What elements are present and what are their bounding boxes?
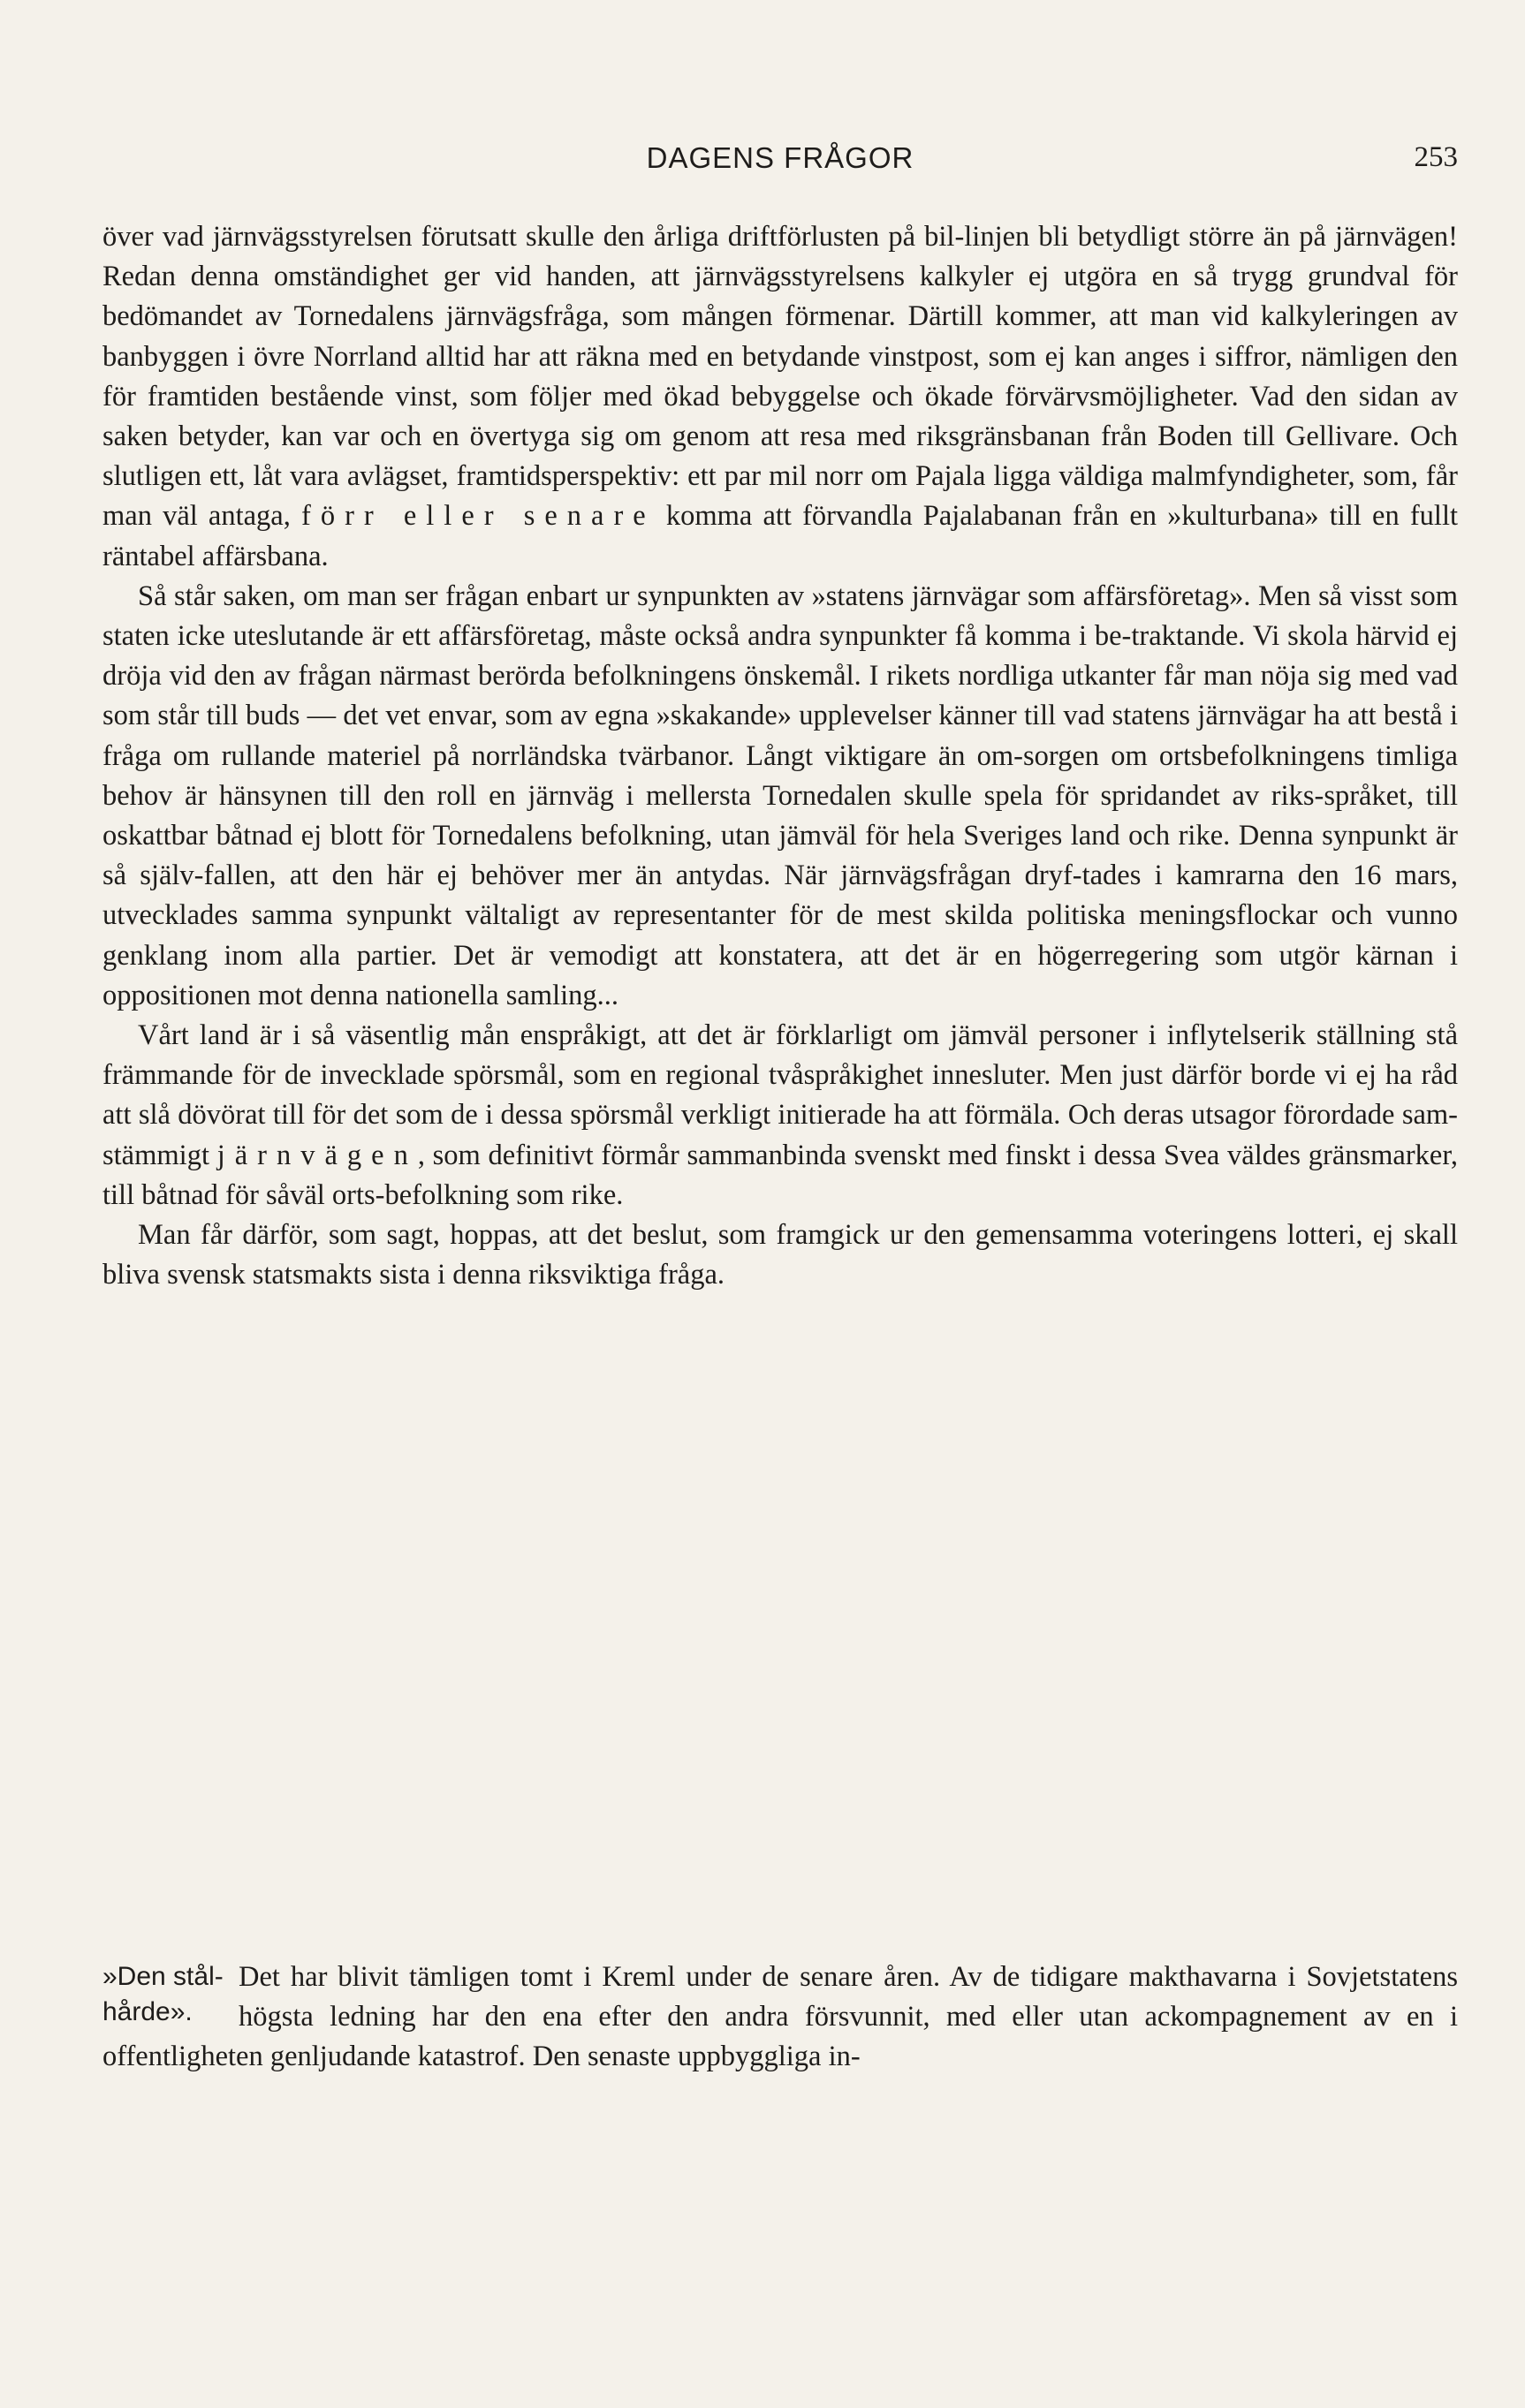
body-text: [102, 217, 1458, 1295]
paragraph: [102, 217, 1458, 577]
running-head-title: DAGENS FRÅGOR: [646, 141, 914, 174]
paragraph: [102, 577, 1458, 1016]
page-number: 253: [1414, 141, 1458, 173]
running-head: [102, 141, 1458, 186]
text-segment: Så står saken, om man ser frågan enbart ur synpunkten av »statens järnvägar som affärsföretag». Men så visst som staten icke uteslutande är ett affärsföretag, måste också andra synpunkter få komma i be-traktande. Vi skola härvid ej dröja vid den av frågan närmast berörda befolkningens önskemål. I rikets nordliga utkanter får man nöja sig med vad som står till buds — det vet envar, som av egna »skakande» upplevelser känner till vad statens järnvägar ha att bestå i fråga om rullande materiel på norrländska tvärbanor. Långt viktigare än om-sorgen om ortsbefolkningens timliga behov är hänsynen till den roll en järnväg i mellersta Tornedalen skulle spela för spridandet av riks-språket, till oskattbar båtnad ej blott för Tornedalens befolkning, utan jämväl för hela Sveriges land och rike. Denna synpunkt är så själv-fallen, att den här ej behöver mer än antydas. När järnvägsfrågan dryf-tades i kamrarna den 16 mars, utvecklades samma synpunkt vältaligt av representanter för de mest skilda politiska meningsflockar och vunno genklang inom alla partier. Det är vemodigt att konstatera, att det är en högerregering som utgör kärnan i oppositionen mot denna nationella samling...: [102, 579, 1458, 1011]
spaced-emphasis: förr eller senare: [301, 500, 656, 533]
text-segment: Vårt land är i så väsentlig mån enspråkigt, att det är förklarligt om jämväl personer i inflytelserik ställning stå främmande för de invecklade spörsmål, som en regional tvåspråkighet innesluter. Men just därför borde vi ej ha råd att slå dövörat till för det som de i dessa spörsmål verkligt initierade ha att förmäla. Och deras utsagor förordade sam-stämmigt: [102, 1019, 1458, 1171]
marginal-heading: »Den stål-hårde».: [102, 1962, 224, 2026]
paragraph: [102, 1215, 1458, 1295]
spaced-emphasis: järnvägen: [216, 1139, 418, 1171]
paragraph: [102, 1016, 1458, 1215]
section-text: Det har blivit tämligen tomt i Kreml under de senare åren. Av de tidigare makthavarna i Sovjetstatens högsta ledning har den ena efter den andra försvunnit, med eller utan ackompagnement av en i offentligheten genljudande katastrof. Den senaste uppbyggliga in-: [102, 1961, 1458, 2073]
section-den-stalharde: [102, 1957, 1458, 2078]
text-segment: över vad järnvägsstyrelsen förutsatt skulle den årliga driftförlusten på bil-linjen bli betydligt större än på järnvägen! Redan denna omständighet ger vid handen, att järnvägsstyrelsens kalkyler ej utgöra en så trygg grundval för bedömandet av Tornedalens järnvägsfråga, som mången förmenar. Därtill kommer, att man vid kalkyleringen av banbyggen i övre Norrland alltid har att räkna med en betydande vinstpost, som ej kan anges i siffror, nämligen den för framtiden bestående vinst, som följer med ökad bebyggelse och ökade förvärvsmöjligheter. Vad den sidan av saken betyder, kan var och en övertyga sig om genom att resa med riksgränsbanan från Boden till Gellivare. Och slutligen ett, låt vara avlägset, framtidsperspektiv: ett par mil norr om Pajala ligga väldiga malmfyndigheter, som, får man väl antaga,: [102, 221, 1458, 533]
text-segment: Man får därför, som sagt, hoppas, att det beslut, som framgick ur den gemensamma voteringens lotteri, ej skall bliva svensk statsmakts sista i denna riksviktiga fråga.: [102, 1219, 1458, 1291]
text-segment: , som definitivt förmår sammanbinda svenskt med finskt i dessa Svea väldes gränsmarker, till båtnad för såväl orts-befolkning som rike.: [102, 1139, 1458, 1211]
text-segment: komma att förvandla Pajalabanan från en »kulturbana» till en fullt räntabel affärsbana.: [102, 500, 1458, 572]
